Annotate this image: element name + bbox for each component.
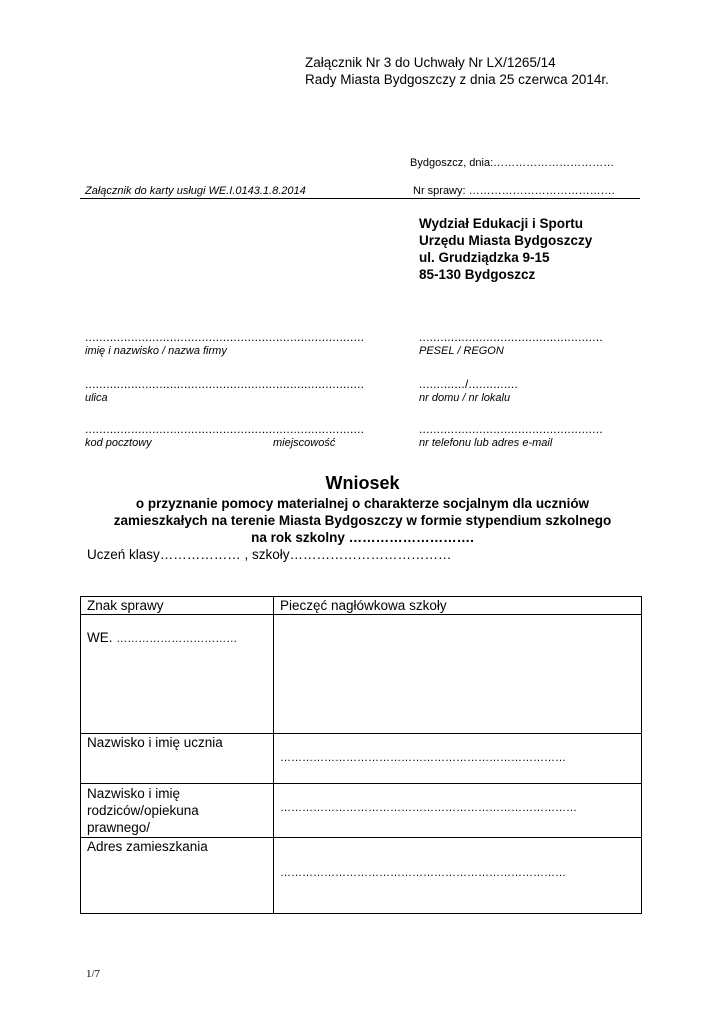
parent-label-line-3: prawnego/ — [87, 820, 151, 835]
title-sub-3: na rok szkolny ………………………. — [251, 530, 474, 545]
page-number: 1/7 — [86, 968, 101, 980]
house-number-label: nr domu / nr lokalu — [419, 392, 511, 404]
house-number-field[interactable]: ............./.............. — [419, 377, 518, 391]
street-field[interactable]: ............................................................................... — [85, 377, 365, 391]
postal-code-label: kod pocztowy — [85, 437, 152, 449]
title-sub-2: zamieszkałych na terenie Miasta Bydgoszczy w formie stypendium szkolnego — [113, 513, 612, 528]
address-dots: …………………………………………………………………… — [280, 867, 566, 879]
parent-name-cell[interactable] — [274, 784, 642, 838]
student-name-dots: …………………………………………………………………… — [280, 752, 566, 764]
parent-name-row — [81, 784, 642, 838]
header-divider — [80, 198, 640, 199]
case-mark-header: Znak sprawy — [81, 597, 274, 615]
application-table — [80, 596, 642, 914]
street-label: ulica — [85, 392, 108, 404]
case-number: Nr sprawy: …………………………………. — [413, 185, 615, 197]
document-title: Wniosek — [325, 473, 400, 493]
student-class-school[interactable]: Uczeń klasy……………… , szkoły……………………………… — [87, 547, 452, 562]
we-dots: …………………………… — [116, 633, 238, 645]
name-label: imię i nazwisko / nazwa firmy — [85, 345, 227, 357]
pesel-label: PESEL / REGON — [419, 345, 504, 357]
case-mark-cell[interactable] — [81, 615, 274, 734]
header-line-1: Załącznik Nr 3 do Uchwały Nr LX/1265/14 — [305, 55, 556, 70]
address-row — [81, 838, 642, 914]
student-name-row — [81, 734, 642, 784]
phone-field[interactable]: .................................................... — [419, 422, 603, 436]
recipient-line-1: Wydział Edukacji i Sportu — [419, 216, 584, 231]
address-cell[interactable] — [274, 838, 642, 914]
phone-label: nr telefonu lub adres e-mail — [419, 437, 553, 449]
school-stamp-header: Pieczęć nagłówkowa szkoły — [274, 597, 642, 615]
recipient-line-3: ul. Grudziądzka 9-15 — [419, 250, 550, 265]
student-name-cell[interactable] — [274, 734, 642, 784]
address-label: Adres zamieszkania — [81, 838, 274, 914]
recipient-line-2: Urzędu Miasta Bydgoszczy — [419, 233, 593, 248]
header-line-2: Rady Miasta Bydgoszczy z dnia 25 czerwca 2014r. — [305, 72, 609, 87]
parent-name-dots: ……………………………………………………………………… — [280, 802, 577, 814]
title-sub-1: o przyznanie pomocy materialnej o charakterze socjalnym dla uczniów — [135, 496, 590, 511]
parent-label-line-1: Nazwisko i imię — [87, 786, 181, 801]
city-label: miejscowość — [273, 437, 336, 449]
recipient-block — [419, 215, 592, 283]
table-header-row — [81, 597, 642, 615]
stamp-row — [81, 615, 642, 734]
we-label: WE. — [87, 630, 113, 645]
parent-label-line-2: rodziców/opiekuna — [87, 803, 199, 818]
attachment-note: Załącznik do karty usługi WE.I.0143.1.8.2014 — [85, 185, 306, 197]
recipient-line-4: 85-130 Bydgoszcz — [419, 267, 536, 282]
name-field[interactable]: ............................................................................... — [85, 330, 365, 344]
pesel-field[interactable]: .................................................... — [419, 330, 603, 344]
student-name-label: Nazwisko i imię ucznia — [81, 734, 274, 784]
school-stamp-cell[interactable] — [274, 615, 642, 734]
postal-field[interactable]: ............................................................................... — [85, 422, 365, 436]
place-date: Bydgoszcz, dnia:…………………………… — [410, 157, 615, 169]
parent-name-label — [81, 784, 274, 838]
